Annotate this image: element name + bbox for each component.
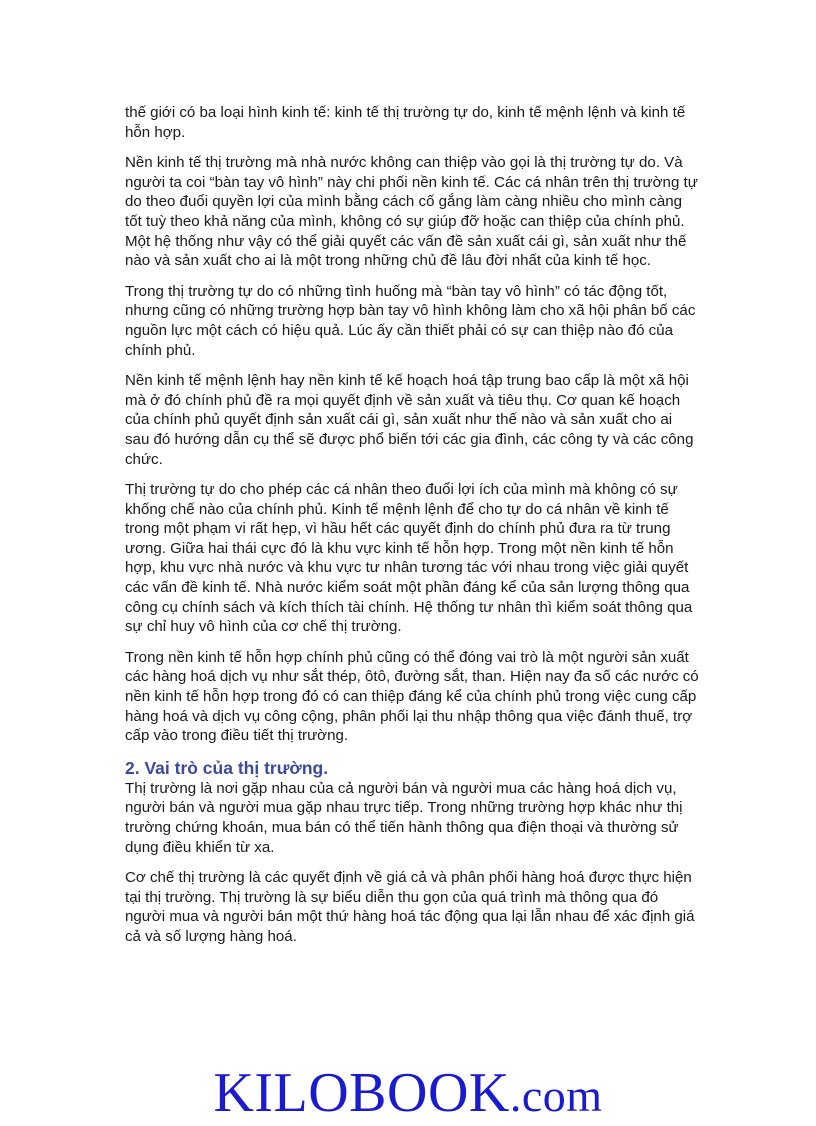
paragraph-3: Trong thị trường tự do có những tình huống mà “bàn tay vô hình” có tác động tốt, nhưng cũng có những trường hợp bàn tay vô hình không làm cho xã hội phân bố các nguồn lực một cách có hiệu quả. Lúc ấy cần thiết phải có sự can thiệp nào đó của chính phủ. [125,282,696,359]
paragraph-2: Nền kinh tế thị trường mà nhà nước không can thiệp vào gọi là thị trường tự do. Và người ta coi “bàn tay vô hình” này chi phối nền kinh tế. Các cá nhân trên thị trường tự do theo đuổi quyền lợi của mình bằng cách cố gắng làm càng nhiều cho mình càng tốt tuỳ theo khả năng của mình, không có sự giúp đỡ hoặc can thiệp của chính phủ. Một hệ thống như vậy có thể giải quyết các vấn đề sản xuất cái gì, sản xuất như thế nào và sản xuất cho ai là một trong những chủ đề lâu đời nhất của kinh tế học. [125,154,698,270]
footer-brand-domain: .com [509,1070,603,1121]
footer-brand-name: KILOBOOK [213,1062,510,1124]
paragraph-8: Cơ chế thị trường là các quyết định về giá cả và phân phối hàng hoá được thực hiện tại thị trường. Thị trường là sự biểu diễn thu gọn của quá trình mà thông qua đó người mua và người bán một thứ hàng hoá tác động qua lại lẫn nhau để xác định giá cả và số lượng hàng hoá. [125,869,695,945]
paragraph-6: Trong nền kinh tế hỗn hợp chính phủ cũng có thể đóng vai trò là một người sản xuất các hàng hoá dịch vụ như sắt thép, ôtô, đường sắt, than. Hiện nay đa số các nước có nền kinh tế hỗn hợp trong đó có can thiệp đáng kể của chính phủ trong việc cung cấp hàng hoá và dịch vụ công cộng, phân phối lại thu nhập thông qua việc đánh thuế, trợ cấp vào trong điều tiết thị trường. [125,648,699,745]
document-body [125,103,700,958]
footer-watermark[interactable] [0,1063,816,1126]
paragraph-7: Thị trường là nơi gặp nhau của cả người bán và người mua các hàng hoá dịch vụ, người bán và người mua gặp nhau trực tiếp. Trong những trường hợp khác như thị trường chứng khoán, mua bán có thể tiến hành thông qua điện thoại và thường sử dụng điều khiển từ xa. [125,779,683,856]
paragraph-1: thế giới có ba loại hình kinh tế: kinh tế thị trường tự do, kinh tế mệnh lệnh và kinh tế hỗn hợp. [125,104,686,141]
paragraph-4: Nền kinh tế mệnh lệnh hay nền kinh tế kế hoạch hoá tập trung bao cấp là một xã hội mà ở đó chính phủ đề ra mọi quyết định về sản xuất và tiêu thụ. Cơ quan kế hoạch của chính phủ quyết định sản xuất cái gì, sản xuất như thế nào và sản xuất cho ai sau đó hướng dẫn cụ thể sẽ được phổ biến tới các gia đình, các công ty và các công chức. [125,372,694,468]
paragraph-5: Thị trường tự do cho phép các cá nhân theo đuổi lợi ích của mình mà không có sự khống chế nào của chính phủ. Kinh tế mệnh lệnh để cho tự do cá nhân về kinh tế trong một phạm vi rất hẹp, vì hầu hết các quyết định do chính phủ đưa ra từ trung ương. Giữa hai thái cực đó là khu vực kinh tế hỗn hợp. Trong một nền kinh tế hỗn hợp, khu vực nhà nước và khu vực tư nhân tương tác với nhau trong việc giải quyết các vấn đề kinh tế. Nhà nước kiểm soát một phần đáng kể của sản lượng thông qua công cụ chính sách và kích thích tài chính. Hệ thống tư nhân thì kiểm soát thông qua sự chỉ huy vô hình của cơ chế thị trường. [125,481,693,636]
section-heading: 2. Vai trò của thị trường. [125,757,329,778]
